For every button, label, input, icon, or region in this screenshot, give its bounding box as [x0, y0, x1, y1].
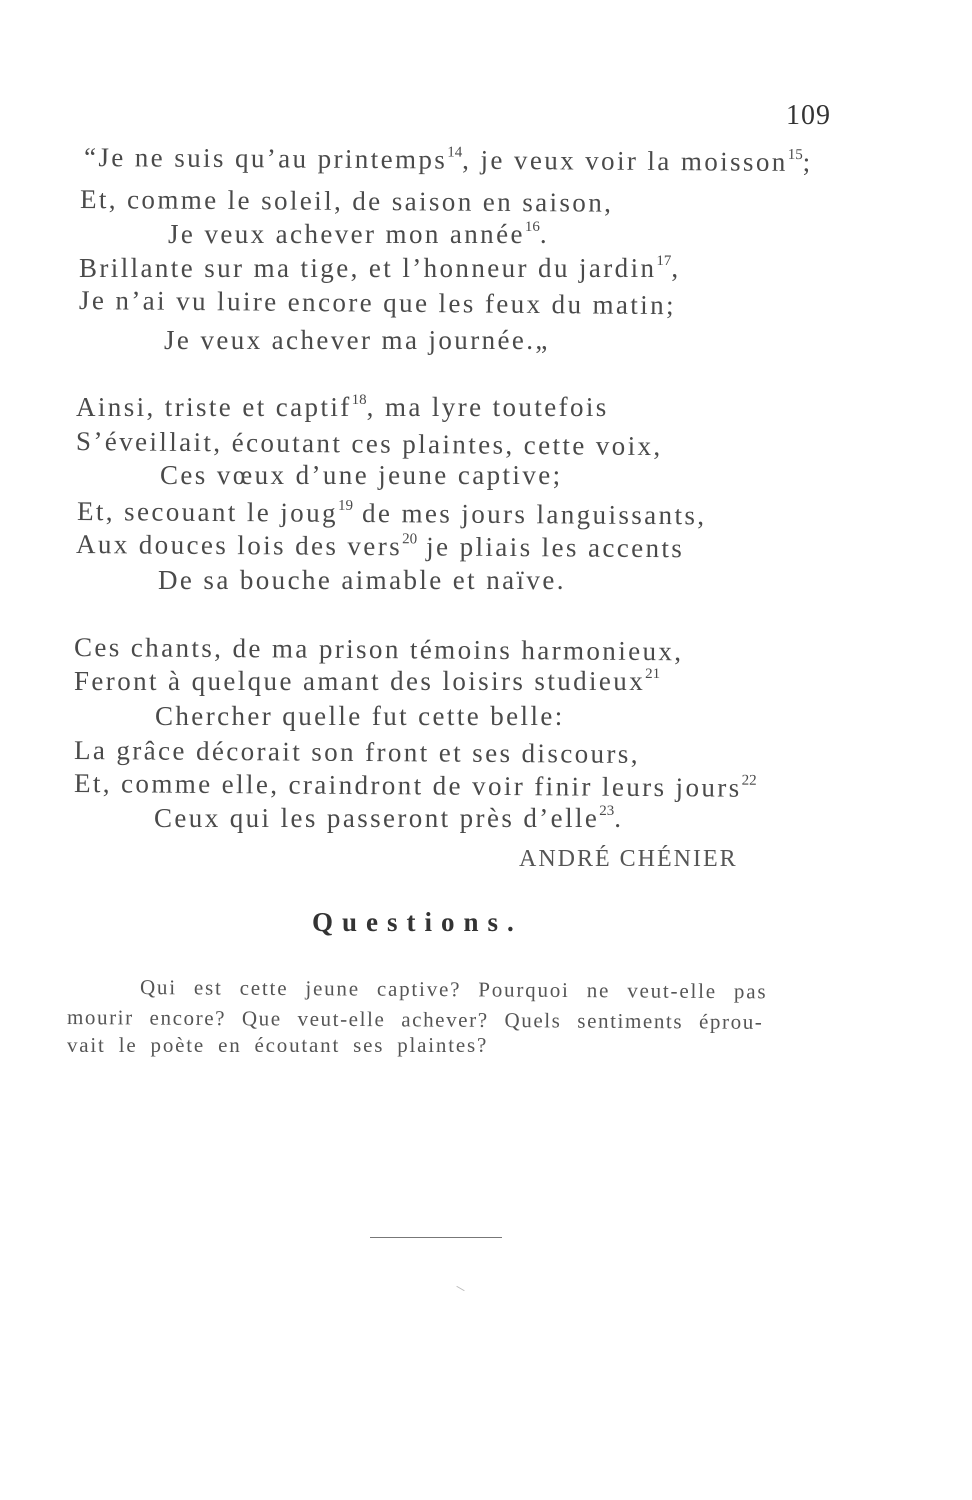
verse-text: Et, comme elle, craindront de voir finir leurs jours [73, 768, 742, 803]
verse-text: Je veux achever mon année [168, 219, 525, 249]
verse-text: , ma lyre toutefois [366, 392, 609, 422]
poem-line: Je n’ai vu luire encore que les feux du matin; [78, 285, 677, 321]
poem-line: La grâce décorait son front et ses discours, [73, 735, 641, 769]
verse-text: ; [802, 147, 813, 178]
verse-text: de mes jours languissants, [352, 497, 707, 531]
poem-line [74, 768, 757, 804]
verse-text: , [671, 253, 681, 283]
question-line: vait le poète en écoutant ses plaintes? [67, 1033, 489, 1057]
poem-line: Chercher quelle fut cette belle: [155, 701, 565, 731]
footnote-ref: 18 [351, 392, 367, 408]
verse-text: Aux douces lois des vers [75, 529, 403, 562]
poem-line [79, 253, 681, 284]
footnote-ref: 20 [402, 531, 418, 548]
questions-heading: Questions. [312, 907, 523, 937]
footnote-ref: 19 [337, 497, 354, 514]
footnote-ref: 23 [599, 803, 615, 819]
question-line: Qui est cette jeune captive? Pourquoi ne veut-elle pas [139, 975, 768, 1004]
print-mark [456, 1286, 464, 1291]
verse-text: . [539, 219, 550, 249]
poem-line: Et, comme le soleil, de saison en saison, [79, 184, 614, 218]
author-signature: ANDRÉ CHÉNIER [519, 846, 738, 872]
poem-line: Ces chants, de ma prison témoins harmonieux, [73, 632, 684, 667]
poem-line: Ces vœux d’une jeune captive; [160, 460, 563, 490]
footnote-ref: 22 [741, 772, 757, 789]
poem-line [154, 803, 623, 834]
verse-text: “Je ne suis qu’au printemps [83, 142, 448, 175]
poem-line [84, 142, 813, 178]
poem-line: De sa bouche aimable et naïve. [158, 565, 566, 595]
verse-text: Brillante sur ma tige, et l’honneur du jardin [79, 253, 657, 283]
poem-line: Je veux achever ma journée.„ [164, 325, 550, 355]
poem-line [74, 666, 660, 697]
verse-text: , je veux voir la moisson [462, 144, 788, 177]
footnote-ref: 17 [656, 253, 672, 269]
page-number: 109 [786, 100, 831, 131]
section-divider [370, 1237, 502, 1238]
verse-text: je pliais les accents [416, 531, 685, 564]
verse-text: . [614, 803, 624, 833]
verse-text: Feront à quelque amant des loisirs studieux [74, 666, 646, 696]
verse-text: Ainsi, triste et captif [76, 392, 352, 422]
footnote-ref: 21 [645, 666, 661, 682]
poem-line [77, 496, 707, 531]
question-line: mourir encore? Que veut-elle achever? Quels sentiments éprou- [66, 1005, 764, 1034]
poem-line [76, 392, 609, 423]
footnote-ref: 15 [787, 146, 803, 164]
footnote-ref: 14 [447, 144, 463, 161]
poem-line [168, 219, 549, 250]
poem-line [76, 529, 684, 564]
footnote-ref: 16 [524, 219, 540, 235]
verse-text: Et, secouant le joug [76, 496, 339, 528]
verse-text: Ceux qui les passeront près d’elle [154, 803, 600, 833]
poem-line: S’éveillait, écoutant ces plaintes, cette voix, [75, 426, 663, 462]
